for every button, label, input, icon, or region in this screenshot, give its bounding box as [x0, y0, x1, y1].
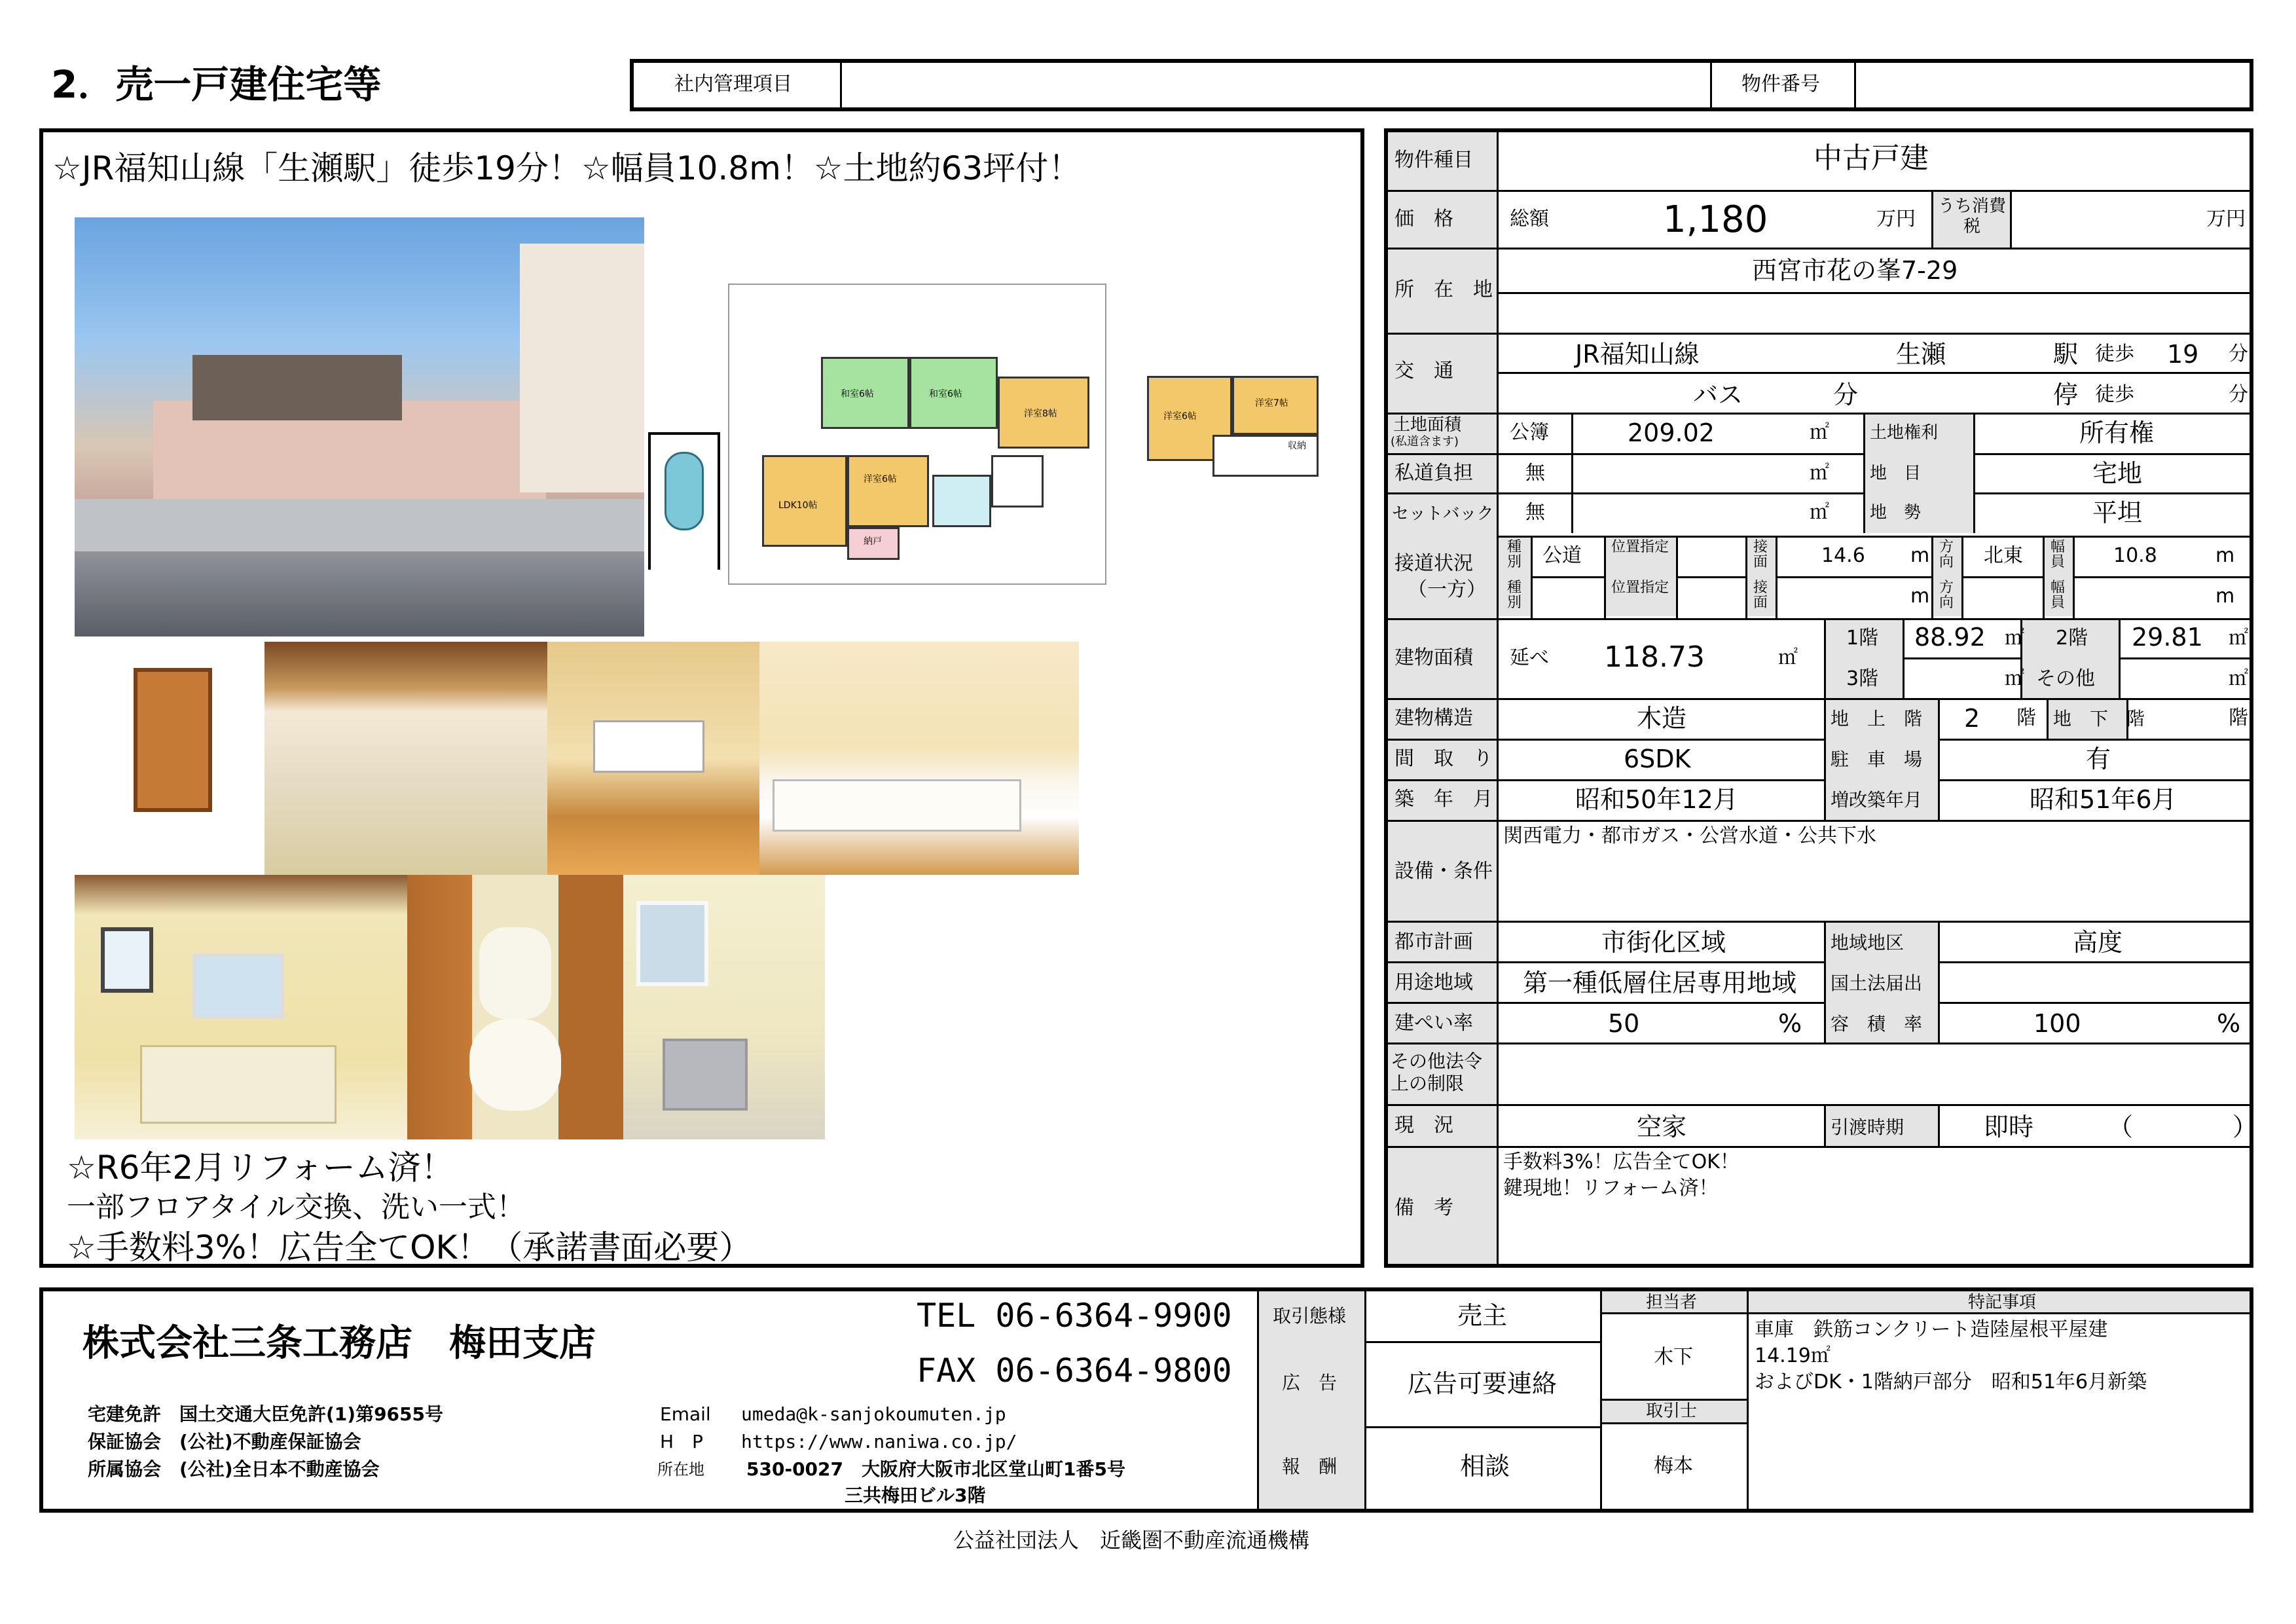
extension-label: 増改築年月	[1831, 789, 1923, 811]
floorplan-2f	[1147, 376, 1319, 477]
land-area-label: 土地面積	[1393, 415, 1462, 435]
handover-label: 引渡時期	[1831, 1116, 1904, 1138]
f1-sqm: ㎡	[2005, 627, 2024, 650]
frontage-label-2: 接面	[1753, 580, 1768, 612]
parking-value: 有	[2086, 745, 2111, 773]
deal-label: 取引態様	[1273, 1305, 1347, 1327]
walk2-label: 徒歩	[2095, 383, 2134, 406]
direction-label: 方向	[1939, 539, 1954, 571]
extension-value: 昭和51年6月	[2030, 785, 2177, 814]
frontage-unit: m	[1910, 544, 1930, 567]
type-label: 物件種目	[1394, 149, 1473, 172]
setback-sqm: ㎡	[1810, 501, 1829, 524]
width-label-2: 幅員	[2050, 580, 2065, 612]
fee-label: 報 酬	[1282, 1456, 1338, 1477]
fp-room-label: 洋室6帖	[864, 474, 897, 485]
width-value: 10.8	[2113, 544, 2157, 567]
other-law-label: その他法令上の制限	[1391, 1050, 1483, 1094]
company-name: 株式会社三条工務店 梅田支店	[82, 1322, 596, 1365]
western-room-photo	[547, 642, 759, 875]
fp-room-label: 洋室6帖	[1163, 411, 1197, 422]
f3-label: 3階	[1846, 667, 1879, 690]
fp-room-label: 洋室8帖	[1024, 409, 1057, 419]
facilities-value: 関西電力・都市ガス・公営水道・公共下水	[1503, 824, 1876, 847]
position-label: 位置指定	[1611, 539, 1669, 555]
terrain-label: 地 勢	[1870, 503, 1922, 523]
private-sqm: ㎡	[1810, 462, 1829, 485]
fp-room-label: 納戸	[864, 536, 882, 547]
frontage-label: 接面	[1753, 539, 1768, 571]
city-plan-value: 市街化区域	[1601, 928, 1726, 957]
district-value: 高度	[2073, 928, 2123, 957]
national-land-label: 国土法届出	[1831, 972, 1923, 994]
addr1: 530-0027 大阪府大阪市北区堂山町1番5号	[746, 1458, 1125, 1480]
use-zone-value: 第一種低層住居専用地域	[1523, 969, 1797, 997]
building-area-label: 建物面積	[1394, 646, 1473, 669]
note-reform: ☆R6年2月リフォーム済！	[67, 1149, 454, 1187]
land-area-value: 209.02	[1628, 418, 1715, 447]
land-right-value: 所有権	[2079, 418, 2155, 447]
f1-label: 1階	[1846, 627, 1879, 650]
email-label: Email	[660, 1403, 711, 1425]
mgmt-label: 社内管理項目	[674, 73, 792, 96]
coverage-value: 50	[1608, 1009, 1640, 1038]
car-icon	[665, 452, 704, 530]
fee-value: 相談	[1460, 1452, 1510, 1481]
built-value: 昭和50年12月	[1575, 785, 1738, 814]
line-value: JR福知山線	[1575, 340, 1700, 369]
license: 宅建免許 国土交通大臣免許(1)第9655号	[88, 1403, 444, 1425]
page-title: 2．売一戸建住宅等	[51, 62, 382, 107]
land-sqm: ㎡	[1810, 421, 1829, 444]
below-unit: 階	[2229, 707, 2248, 729]
staff-label: 担当者	[1646, 1293, 1698, 1312]
special-line3: およびDK・1階納戸部分 昭和51年6月新築	[1755, 1371, 2147, 1393]
address-label: 所 在 地	[1394, 278, 1493, 301]
exterior-photo	[75, 217, 644, 637]
special-line1: 車庫 鉄筋コンクリート造陸屋根平屋建	[1755, 1318, 2108, 1341]
other-sqm: ㎡	[2229, 667, 2248, 690]
remarks-label: 備 考	[1394, 1196, 1453, 1219]
association: 所属協会 (公社)全日本不動産協会	[88, 1458, 380, 1480]
email-link[interactable]: umeda@k-sanjokoumuten.jp	[741, 1403, 1006, 1425]
special-label: 特記事項	[1968, 1293, 2037, 1312]
bus-label: バス	[1693, 380, 1743, 409]
fp-room-label: 洋室7帖	[1255, 398, 1288, 409]
f2-value: 29.81	[2132, 623, 2203, 652]
total-floor-label: 延べ	[1510, 646, 1549, 669]
station-value: 生瀬	[1896, 340, 1946, 369]
type-value: 中古戸建	[1813, 141, 1929, 175]
agent-label: 取引士	[1646, 1401, 1698, 1421]
private-road-value: 無	[1525, 462, 1545, 485]
remarks-line1: 手数料3%！広告全てOK！	[1503, 1151, 1740, 1173]
address-value: 西宮市花の峯7-29	[1752, 256, 1958, 285]
bathroom-photo	[623, 875, 825, 1139]
special-line2: 14.19㎡	[1755, 1344, 1831, 1367]
price-total-label: 総額	[1510, 208, 1549, 231]
position-label-2: 位置指定	[1611, 580, 1669, 596]
hp-label: H P	[660, 1431, 703, 1452]
land-category-label: 地 目	[1870, 464, 1922, 483]
fax: FAX 06-6364-9800	[917, 1352, 1232, 1390]
stop-label: 停	[2053, 380, 2079, 409]
structure-label: 建物構造	[1394, 707, 1473, 729]
direction-label-2: 方向	[1939, 580, 1954, 612]
land-right-label: 土地権利	[1870, 423, 1939, 443]
walk-label: 徒歩	[2095, 342, 2134, 365]
layout-label: 間 取 り	[1394, 747, 1493, 770]
f3-sqm: ㎡	[2005, 667, 2024, 690]
agent-value: 梅本	[1654, 1454, 1693, 1477]
structure-value: 木造	[1637, 704, 1687, 733]
status-label: 現 況	[1394, 1114, 1453, 1137]
terrain-value: 平坦	[2092, 498, 2143, 527]
fp-room-label: 収納	[1288, 441, 1306, 451]
road-kind-label: 種別	[1506, 539, 1522, 571]
fp-room-label: 和室6帖	[929, 389, 962, 399]
far-label: 容 積 率	[1831, 1013, 1923, 1035]
direction-value: 北東	[1984, 544, 2023, 567]
above-unit: 階	[2016, 707, 2036, 729]
price-unit: 万円	[1876, 208, 1916, 231]
coverage-label: 建ぺい率	[1394, 1012, 1473, 1035]
width-label: 幅員	[2050, 539, 2065, 571]
status-value: 空家	[1637, 1113, 1687, 1141]
above-label: 地 上 階	[1831, 708, 1923, 729]
width-unit-2: m	[2215, 585, 2235, 608]
layout-value: 6SDK	[1624, 745, 1691, 773]
headline: ☆JR福知山線「生瀬駅」徒歩19分！☆幅員10.8m！☆土地約63坪付！	[52, 149, 1082, 187]
remarks-line2: 鍵現地！リフォーム済！	[1503, 1177, 1719, 1200]
f2-sqm: ㎡	[2229, 627, 2248, 650]
private-road-label: 私道負担	[1394, 462, 1473, 485]
bus-minutes-unit: 分	[1833, 380, 1859, 409]
deal-value: 売主	[1457, 1301, 1508, 1330]
ad-value: 広告可要連絡	[1408, 1369, 1558, 1398]
station-suffix: 駅	[2053, 340, 2079, 369]
above-value: 2	[1964, 704, 1980, 733]
property-no-label: 物件番号	[1741, 73, 1820, 96]
use-zone-label: 用途地域	[1394, 971, 1473, 994]
road-label: 接道状況	[1394, 552, 1473, 575]
price-label: 価 格	[1394, 208, 1453, 231]
far-value: 100	[2033, 1009, 2081, 1038]
setback-label: セットバック	[1392, 504, 1494, 524]
walk2-unit: 分	[2229, 383, 2248, 406]
city-plan-label: 都市計画	[1394, 931, 1473, 953]
road-kind-label-2: 種別	[1506, 580, 1522, 612]
width-unit: m	[2215, 544, 2235, 567]
road-sub: （一方）	[1408, 578, 1486, 601]
below-label: 地 下 階	[2053, 708, 2145, 729]
land-category-value: 宅地	[2092, 459, 2143, 488]
hp-link[interactable]: https://www.naniwa.co.jp/	[741, 1431, 1017, 1452]
far-percent: %	[2217, 1009, 2241, 1038]
washroom-photo	[75, 875, 407, 1139]
land-basis: 公簿	[1510, 421, 1549, 444]
total-floor-sqm: ㎡	[1778, 646, 1798, 669]
entrance-photo	[75, 642, 264, 875]
tax-label: うち消費税	[1938, 196, 2007, 237]
floorplan-1f	[728, 284, 1106, 585]
walk-unit: 分	[2229, 342, 2248, 365]
frontage-unit-2: m	[1910, 585, 1930, 608]
land-area-sub: (私道含ます)	[1391, 435, 1459, 449]
handover-value: 即時	[1984, 1113, 2034, 1141]
handover-paren: （ ）	[2108, 1113, 2258, 1141]
staff-value: 木下	[1654, 1346, 1693, 1369]
fp-room-label: LDK10帖	[778, 500, 818, 511]
org-name: 公益社団法人 近畿圏不動産流通機構	[953, 1528, 1310, 1553]
transport-label: 交 通	[1394, 360, 1453, 382]
coverage-percent: %	[1778, 1009, 1802, 1038]
tax-unit: 万円	[2206, 208, 2246, 231]
addr-label: 所在地	[657, 1460, 704, 1479]
guarantee: 保証協会 (公社)不動産保証協会	[88, 1431, 361, 1452]
price-value: 1,180	[1663, 198, 1768, 241]
parking-label: 駐 車 場	[1831, 748, 1923, 770]
f1-value: 88.92	[1914, 623, 1986, 652]
note-floor: 一部フロアタイル交換、洗い一式！	[67, 1190, 526, 1224]
note-fee: ☆手数料3%！広告全てOK！（承諾書面必要）	[67, 1228, 752, 1266]
f2-label: 2階	[2056, 627, 2088, 650]
japanese-room-photo	[264, 642, 547, 875]
ad-label: 広 告	[1282, 1372, 1338, 1393]
tel: TEL 06-6364-9900	[917, 1297, 1232, 1335]
road-kind-value: 公道	[1542, 544, 1582, 567]
toilet-photo	[407, 875, 623, 1139]
frontage-value: 14.6	[1821, 544, 1865, 567]
kitchen-photo	[759, 642, 1079, 875]
district-label: 地域地区	[1831, 932, 1904, 953]
fp-room-label: 和室6帖	[841, 389, 874, 399]
built-label: 築 年 月	[1394, 788, 1493, 811]
other-label: その他	[2036, 667, 2095, 690]
setback-value: 無	[1525, 501, 1545, 524]
addr2: 三共梅田ビル3階	[845, 1485, 986, 1506]
management-bar	[630, 59, 2253, 111]
walk-minutes: 19	[2167, 340, 2199, 369]
total-floor-value: 118.73	[1604, 640, 1705, 674]
facilities-label: 設備・条件	[1394, 860, 1493, 883]
